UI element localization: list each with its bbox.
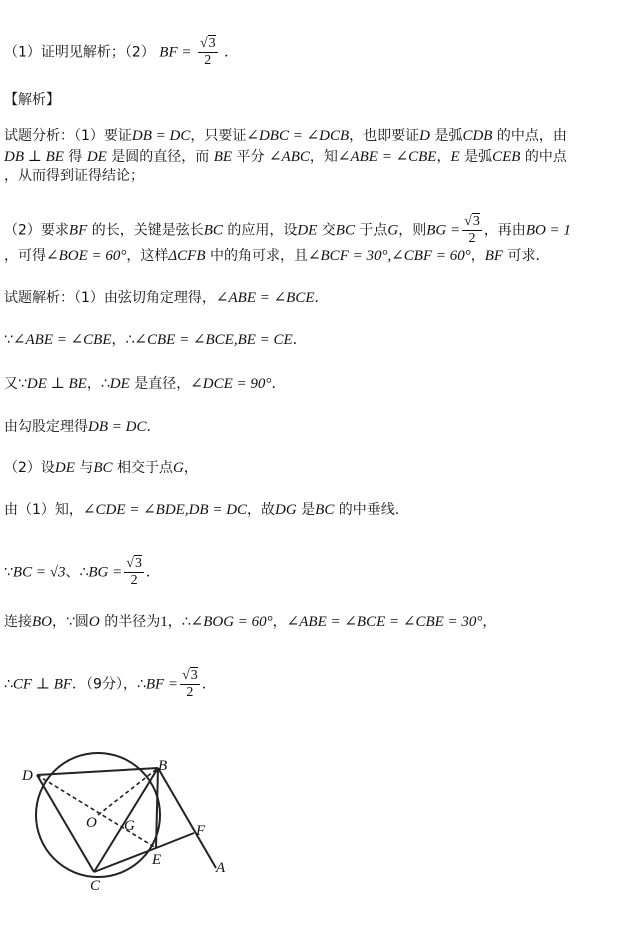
analysis-line-5	[4, 246, 550, 266]
math: BF =	[145, 676, 179, 693]
text: ．（9分），∴	[72, 676, 146, 693]
text: ，知	[309, 149, 338, 165]
solution-line-7	[4, 556, 160, 589]
text: ，∴	[167, 614, 191, 630]
sqrt-symbol: √	[199, 36, 208, 51]
segment-de-dashed	[37, 775, 156, 848]
math: ∠DCE = 90°	[190, 376, 272, 392]
math: E	[450, 149, 460, 165]
text: ．	[271, 376, 286, 392]
text: 相交于点	[117, 460, 173, 476]
solution-line-8	[4, 612, 496, 632]
text: ，可得	[4, 248, 46, 264]
math: ∠ABE = ∠CBE	[337, 149, 437, 165]
text: 是弧	[434, 128, 463, 144]
text: ．	[292, 332, 307, 348]
answer-end: ．	[224, 44, 239, 61]
geometry-figure	[20, 740, 270, 910]
math: ∠ABC	[268, 149, 310, 165]
fraction-denominator: 2	[130, 573, 138, 588]
analysis-line-1	[4, 126, 567, 146]
label-c: C	[90, 878, 101, 894]
segment-ef	[156, 833, 194, 848]
math: DG	[275, 502, 297, 518]
math: BG =	[88, 564, 123, 581]
math: DE	[297, 222, 318, 239]
solution-line-6	[4, 500, 399, 520]
math: ∠BOE = 60°	[46, 248, 127, 264]
text: 交	[321, 222, 336, 239]
text: 试题分析：（1）要证	[4, 128, 132, 144]
math: BC	[315, 502, 335, 518]
label-f: F	[196, 823, 206, 839]
solution-line-9	[4, 668, 216, 701]
section-title: 【解析】	[4, 92, 60, 108]
math: BC = √3	[12, 564, 66, 581]
text: 的长，关键是弦长	[91, 222, 204, 239]
math: 1	[160, 614, 168, 630]
text: 的中点	[524, 149, 567, 165]
math: ∠BCF = 30°,∠CBF = 60°	[307, 248, 471, 264]
text: ，	[272, 614, 287, 630]
solution-line-4	[4, 417, 160, 437]
text: ，	[436, 149, 451, 165]
text: 、∴	[65, 564, 89, 581]
text: ．	[146, 419, 161, 435]
text: 的中点，由	[496, 128, 567, 144]
answer-bf: BF =	[159, 44, 192, 61]
text: 是圆的直径，而	[111, 149, 210, 165]
text: 于点	[359, 222, 388, 239]
text: 得	[68, 149, 83, 165]
label-a: A	[216, 860, 226, 876]
sqrt-symbol: √	[182, 668, 190, 683]
math: G	[173, 460, 184, 476]
math: ∠ABE = ∠BCE = ∠CBE = 30°	[286, 614, 483, 630]
sqrt-arg: 3	[134, 556, 142, 571]
math: DE	[109, 376, 130, 392]
math: CDB	[462, 128, 493, 144]
solution-line-5	[4, 458, 198, 478]
analysis-line-2	[4, 147, 567, 167]
segment-ce	[94, 848, 156, 872]
label-b: B	[158, 758, 168, 774]
text: 中的角可求，且	[209, 248, 308, 264]
math: ΔCFB	[168, 248, 206, 264]
text: ，故	[247, 502, 276, 518]
math: BO	[32, 614, 52, 630]
math: D	[419, 128, 430, 144]
math: DE	[54, 460, 75, 476]
math: ∠ABE = ∠BCE	[215, 290, 315, 306]
answer-prefix: （1）证明见解析；（2）	[4, 44, 155, 61]
sqrt-arg: 3	[190, 668, 198, 683]
text: ，则	[398, 222, 427, 239]
math: BF	[68, 222, 88, 239]
text: ∴	[4, 676, 13, 693]
analysis-line-4	[4, 214, 571, 247]
text: ，∴	[86, 376, 110, 392]
answer-fraction	[198, 36, 218, 69]
text: ，再由	[483, 222, 526, 239]
text: ∵	[4, 332, 13, 348]
text: ，	[482, 614, 497, 630]
fraction	[180, 668, 200, 701]
label-o: O	[86, 815, 97, 831]
text: ，	[183, 460, 198, 476]
math: DB ⊥ BE	[4, 149, 64, 165]
math: BE	[213, 149, 233, 165]
text: ．	[201, 676, 216, 693]
text: ．	[314, 290, 329, 306]
math: BC	[335, 222, 355, 239]
math: O	[88, 614, 100, 630]
math: ∠ABE = ∠CBE	[12, 332, 112, 348]
label-e: E	[152, 852, 162, 868]
segment-ob-dashed	[98, 768, 158, 815]
text: 试题解析：（1）由弦切角定理得，	[4, 290, 216, 306]
math: BC	[203, 222, 223, 239]
math: G	[387, 222, 399, 239]
text: 又∵	[4, 376, 27, 392]
text: 是弧	[464, 149, 493, 165]
math: CEB	[492, 149, 521, 165]
sqrt-symbol: √	[464, 214, 472, 229]
math: ∠CBE = ∠BCE,BE = CE	[134, 332, 293, 348]
text: 连接	[4, 614, 32, 630]
text: ，只要证	[190, 128, 247, 144]
label-d: D	[22, 768, 33, 784]
text: ，	[470, 248, 485, 264]
label-g: G	[124, 818, 135, 834]
solution-line-2	[4, 330, 307, 350]
solution-line-3	[4, 374, 285, 394]
text: 平分	[236, 149, 265, 165]
text: ，∵圆	[52, 614, 89, 630]
solution-line-1	[4, 288, 329, 308]
math: DB = DC	[131, 128, 191, 144]
text: （2）设	[4, 460, 55, 476]
segment-ba	[158, 768, 216, 868]
math: BG =	[426, 222, 461, 239]
math: DB = DC	[88, 419, 147, 435]
text: ，也即要证	[349, 128, 420, 144]
sqrt-symbol: √	[126, 556, 134, 571]
text: 可求．	[507, 248, 550, 264]
fraction	[124, 556, 144, 589]
math: BF	[484, 248, 504, 264]
text: 由（1）知，	[4, 502, 83, 518]
text: ，这样	[126, 248, 169, 264]
text: 的应用，设	[227, 222, 298, 239]
sqrt-arg: 3	[208, 36, 216, 51]
text: 的中垂线.	[338, 502, 400, 518]
text: 与	[79, 460, 94, 476]
math: CF ⊥ BF	[12, 676, 73, 693]
math: BO = 1	[525, 222, 571, 239]
analysis-line-3: ，从而得到证得结论；	[4, 168, 144, 184]
text: ∵	[4, 564, 13, 581]
segment-be	[156, 768, 158, 848]
text: （2）要求	[4, 222, 69, 239]
text: 由勾股定理得	[4, 419, 88, 435]
text: ．	[145, 564, 160, 581]
math: ∠BOG = 60°	[190, 614, 273, 630]
math: BC	[93, 460, 113, 476]
fraction-denominator: 2	[468, 231, 476, 246]
text: 是直径，	[134, 376, 191, 392]
answer-line	[4, 36, 238, 69]
math: ∠CDE = ∠BDE,DB = DC	[82, 502, 248, 518]
math: DE ⊥ BE	[26, 376, 87, 392]
text: ，∴	[111, 332, 135, 348]
text: 是	[301, 502, 316, 518]
fraction-denominator: 2	[204, 53, 212, 68]
text: 的半径为	[104, 614, 161, 630]
sqrt-arg: 3	[472, 214, 480, 229]
fraction-denominator: 2	[186, 685, 194, 700]
math: DE	[86, 149, 107, 165]
math: ∠DBC = ∠DCB	[246, 128, 350, 144]
fraction	[462, 214, 482, 247]
